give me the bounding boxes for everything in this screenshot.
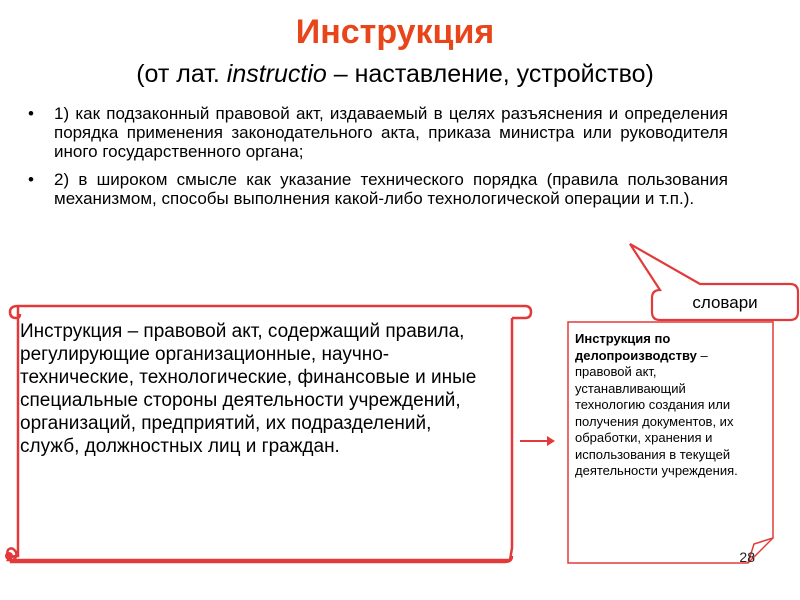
bullet-icon: • xyxy=(28,170,34,189)
page-number: 28 xyxy=(739,549,755,565)
note-body: – правовой акт, устанавливающий технологию создания или получения документов, их обработки, хранения и использования в текущей деятельности учреждения. xyxy=(575,347,738,478)
bullet-text: 2) в широком смысле как указание технического порядка (правила пользования механизмом, способы выполнения какой-либо технологической операции и т.п.). xyxy=(54,170,728,208)
slide-title: Инструкция xyxy=(295,13,495,51)
scroll-definition: Инструкция – правовой акт, содержащий правила, регулирующие организационные, научно-технические, технологические, финансовые и иные специальные стороны деятельности учреждений, организаций, предприятий, их подразделений, служб, должностных лиц и граждан. xyxy=(20,321,477,457)
subtitle-suffix: – наставление, устройство) xyxy=(326,60,654,88)
arrow-right-icon xyxy=(520,436,555,446)
note-term: Инструкция по делопроизводству xyxy=(575,331,697,363)
bullet-text: 1) как подзаконный правовой акт, издаваемый в целях разъяснения и определения порядка применения законодательного акта, приказа министра или руководителя иного государственного органа; xyxy=(54,104,728,161)
callout-label-dictionaries: словари xyxy=(692,293,758,312)
subtitle-prefix: (от лат. xyxy=(136,60,227,88)
bullet-icon: • xyxy=(28,104,34,123)
subtitle-term: instructio xyxy=(226,60,327,88)
note-definition xyxy=(575,331,755,480)
